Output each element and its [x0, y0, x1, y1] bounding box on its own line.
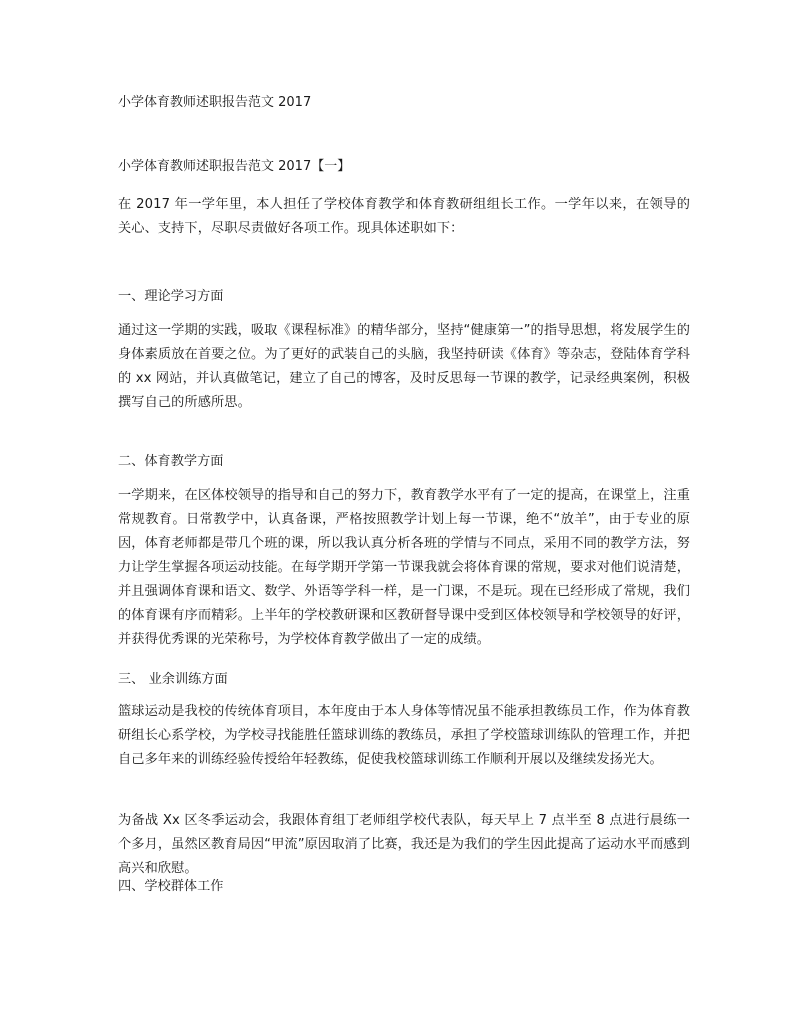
section-paragraph-theory: 通过这一学期的实践，吸取《课程标准》的精华部分，坚持“健康第一”的指导思想，将发展学生的身体素质放在首要之位。为了更好的武装自己的头脑，我坚持研读《体育》等杂志，登陆体育学科的 xx 网站，并认真做笔记，建立了自己的博客，及时反思每一节课的教学，记录经典案例，积极撰写自己的所感所思。 [118, 323, 690, 410]
section-heading-training: 三、 业余训练方面 [118, 672, 228, 687]
section-heading-teaching: 二、体育教学方面 [118, 454, 224, 469]
intro-paragraph: 在 2017 年一学年里，本人担任了学校体育教学和体育教研组组长工作。一学年以来，在领导的关心、支持下，尽职尽责做好各项工作。现具体述职如下： [118, 197, 690, 236]
document-subtitle: 小学体育教师述职报告范文 2017【一】 [118, 159, 351, 174]
section-heading-theory: 一、理论学习方面 [118, 289, 224, 304]
section-paragraph-training-1: 篮球运动是我校的传统体育项目，本年度由于本人身体等情况虽不能承担教练员工作，作为体育教研组长心系学校，为学校寻找能胜任篮球训练的教练员，承担了学校篮球训练队的管理工作，并把自己多年来的训练经验传授给年轻教练，促使我校篮球训练工作顺利开展以及继续发扬光大。 [118, 704, 690, 767]
document-title: 小学体育教师述职报告范文 2017 [118, 95, 312, 110]
section-paragraph-teaching: 一学期来，在区体校领导的指导和自己的努力下，教育教学水平有了一定的提高，在课堂上，注重常规教育。日常教学中，认真备课，严格按照教学计划上每一节课，绝不“放羊”，由于专业的原因，体育老师都是带几个班的课，所以我认真分析各班的学情与不同点，采用不同的教学方法，努力让学生掌握各项运动技能。在每学期开学第一节课我就会将体育课的常规，要求对他们说清楚，并且强调体育课和语文、数学、外语等学科一样，是一门课，不是玩。现在已经形成了常规，我们的体育课有序而精彩。上半年的学校教研课和区教研督导课中受到区体校领导和学校领导的好评，并获得优秀课的光荣称号，为学校体育教学做出了一定的成绩。 [118, 488, 690, 647]
section-paragraph-training-2: 为备战 Xx 区冬季运动会，我跟体育组丁老师组学校代表队，每天早上 7 点半至 8 点进行晨练一个多月，虽然区教育局因“甲流”原因取消了比赛，我还是为我们的学生因此提高了运动水平而感到高兴和欣慰。 [118, 813, 690, 876]
section-heading-group-work: 四、学校群体工作 [118, 879, 224, 894]
